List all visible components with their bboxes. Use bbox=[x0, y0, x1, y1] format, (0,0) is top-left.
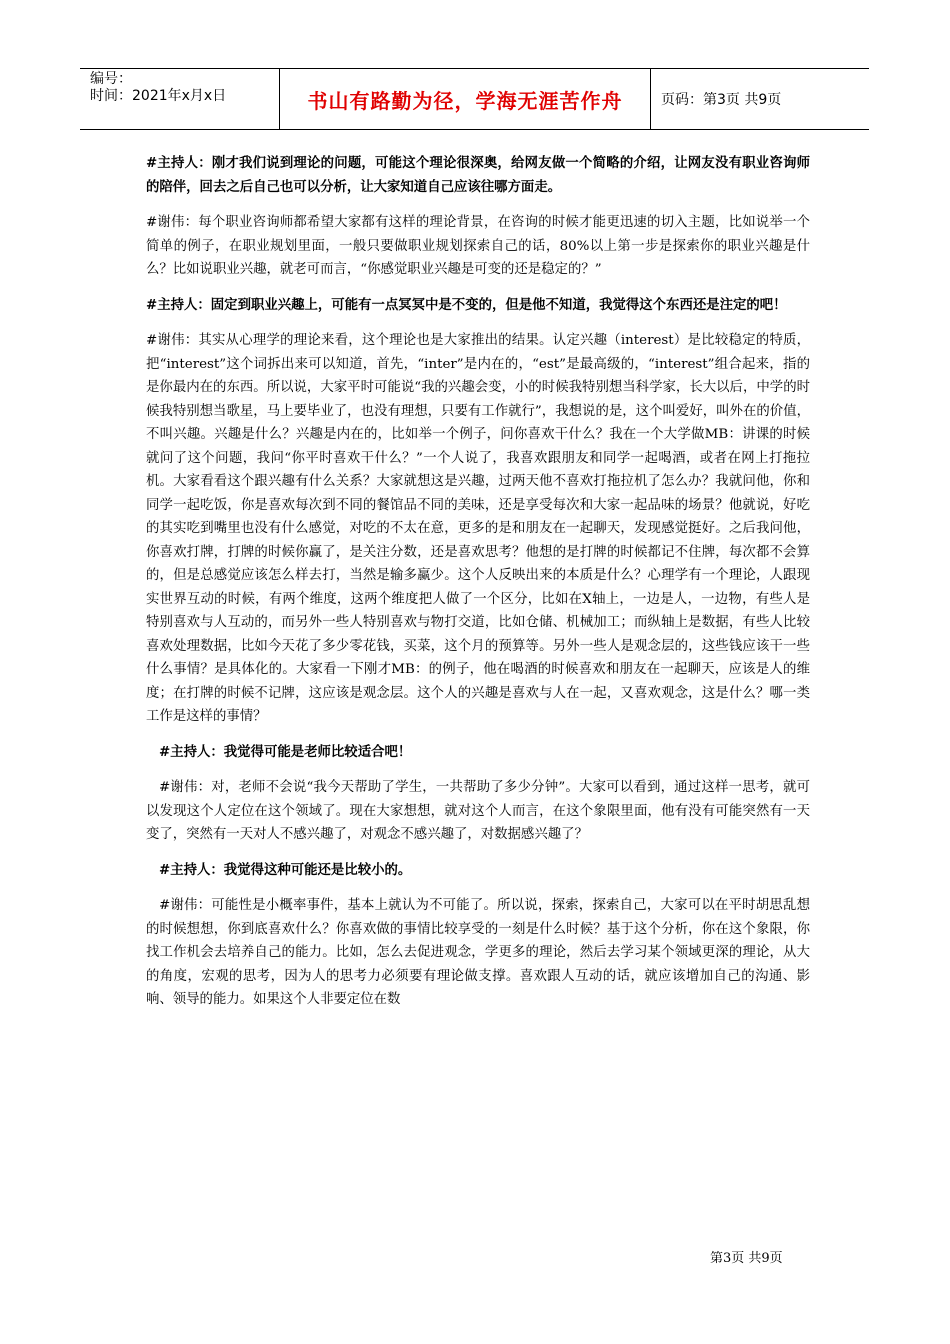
time-label: 时间：2021年x月x日 bbox=[90, 88, 227, 104]
document-body bbox=[146, 152, 810, 1024]
paragraph-host: #主持人：我觉得这种可能还是比较小的。 bbox=[159, 862, 412, 878]
number-label: 编号： bbox=[90, 71, 132, 87]
paragraph-host: #主持人：固定到职业兴趣上，可能有一点冥冥中是不变的，但是他不知道，我觉得这个东西还是注定的吧！ bbox=[146, 297, 787, 313]
header-meta bbox=[80, 69, 280, 129]
paragraph-host: #主持人：刚才我们说到理论的问题，可能这个理论很深奥，给网友做一个简略的介绍，让网友没有职业咨询师的陪伴，回去之后自己也可以分析，让大家知道自己应该往哪方面走。 bbox=[146, 156, 810, 195]
paragraph-host: #主持人：我觉得可能是老师比较适合吧！ bbox=[159, 744, 412, 760]
paragraph-guest: #谢伟：其实从心理学的理论来看，这个理论也是大家推出的结果。认定兴趣（interest）是比较稳定的特质，把“interest”这个词拆出来可以知道，首先，“inter”是内在的，“est”是最高级的，“interest”组合起来，指的是你最内在的东西。所以说，大家平时可能说“我的兴趣会变，小的时候我特别想当科学家，长大以后，中学的时候我特别想当歌星，马上要毕业了，也没有理想，只要有工作就行”，我想说的是，这个叫爱好，叫外在的价值，不叫兴趣。兴趣是什么？兴趣是内在的，比如举一个例子，问你喜欢干什么？我在一个大学做MB：讲课的时候就问了这个问题，我问“你平时喜欢干什么？”一个人说了，我喜欢跟朋友和同学一起喝酒，或者在网上打拖拉机。大家看看这个跟兴趣有什么关系？大家就想这是兴趣，过两天他不喜欢打拖拉机了怎么办？我就问他，你和同学一起吃饭，你是喜欢每次到不同的餐馆品不同的美味，还是享受每次和大家一起品味的场景？他就说，好吃的其实吃到嘴里也没有什么感觉，对吃的不太在意，更多的是和朋友在一起聊天，发现感觉挺好。之后我问他，你喜欢打牌，打牌的时候你赢了，是关注分数，还是喜欢思考？他想的是打牌的时候都记不住牌，每次都不会算的，但是总感觉应该怎么样去打，当然是输多赢少。这个人反映出来的本质是什么？心理学有一个理论，人跟现实世界互动的时候，有两个维度，这两个维度把人做了一个区分，比如在X轴上，一边是人，一边物，有些人是特别喜欢与人互动的，而另外一些人特别喜欢与物打交道，比如仓储、机械加工；而纵轴上是数据，有些人比较喜欢处理数据，比如今天花了多少零花钱，买菜，这个月的预算等。另外一些人是观念层的，这些钱应该干一些什么事情？是具体化的。大家看一下刚才MB：的例子，他在喝酒的时候喜欢和朋友在一起聊天，应该是人的维度；在打牌的时候不记牌，这应该是观念层。这个人的兴趣是喜欢与人在一起，又喜欢观念，这是什么？哪一类工作是这样的事情？ bbox=[146, 333, 810, 724]
page-header bbox=[80, 68, 869, 130]
paragraph-guest: #谢伟：每个职业咨询师都希望大家都有这样的理论背景，在咨询的时候才能更迅速的切入主题，比如说举一个简单的例子，在职业规划里面，一般只要做职业规划探索自己的话，80%以上第一步是探索你的职业兴趣是什么？比如说职业兴趣，就老可而言，“你感觉职业兴趣是可变的还是稳定的？” bbox=[146, 215, 810, 277]
header-motto: 书山有路勤为径，学海无涯苦作舟 bbox=[280, 69, 651, 129]
paragraph-guest: #谢伟：可能性是小概率事件，基本上就认为不可能了。所以说，探索，探索自己，大家可以在平时胡思乱想的时候想想，你到底喜欢什么？你喜欢做的事情比较享受的一刻是什么时候？基于这个分析，你在这个象限，你找工作机会去培养自己的能力。比如，怎么去促进观念，学更多的理论，然后去学习某个领域更深的理论，从大的角度，宏观的思考，因为人的思考力必须要有理论做支撑。喜欢跟人互动的话，就应该增加自己的沟通、影响、领导的能力。如果这个人非要定位在数 bbox=[146, 898, 810, 1007]
header-page-label: 页码：第3页 共9页 bbox=[661, 92, 782, 108]
page-footer: 第3页 共9页 bbox=[710, 1251, 783, 1266]
paragraph-guest: #谢伟：对，老师不会说“我今天帮助了学生，一共帮助了多少分钟”。大家可以看到，通过这样一思考，就可以发现这个人定位在这个领域了。现在大家想想，就对这个人而言，在这个象限里面，他有没有可能突然有一天变了，突然有一天对人不感兴趣了，对观念不感兴趣了，对数据感兴趣了？ bbox=[146, 780, 810, 842]
